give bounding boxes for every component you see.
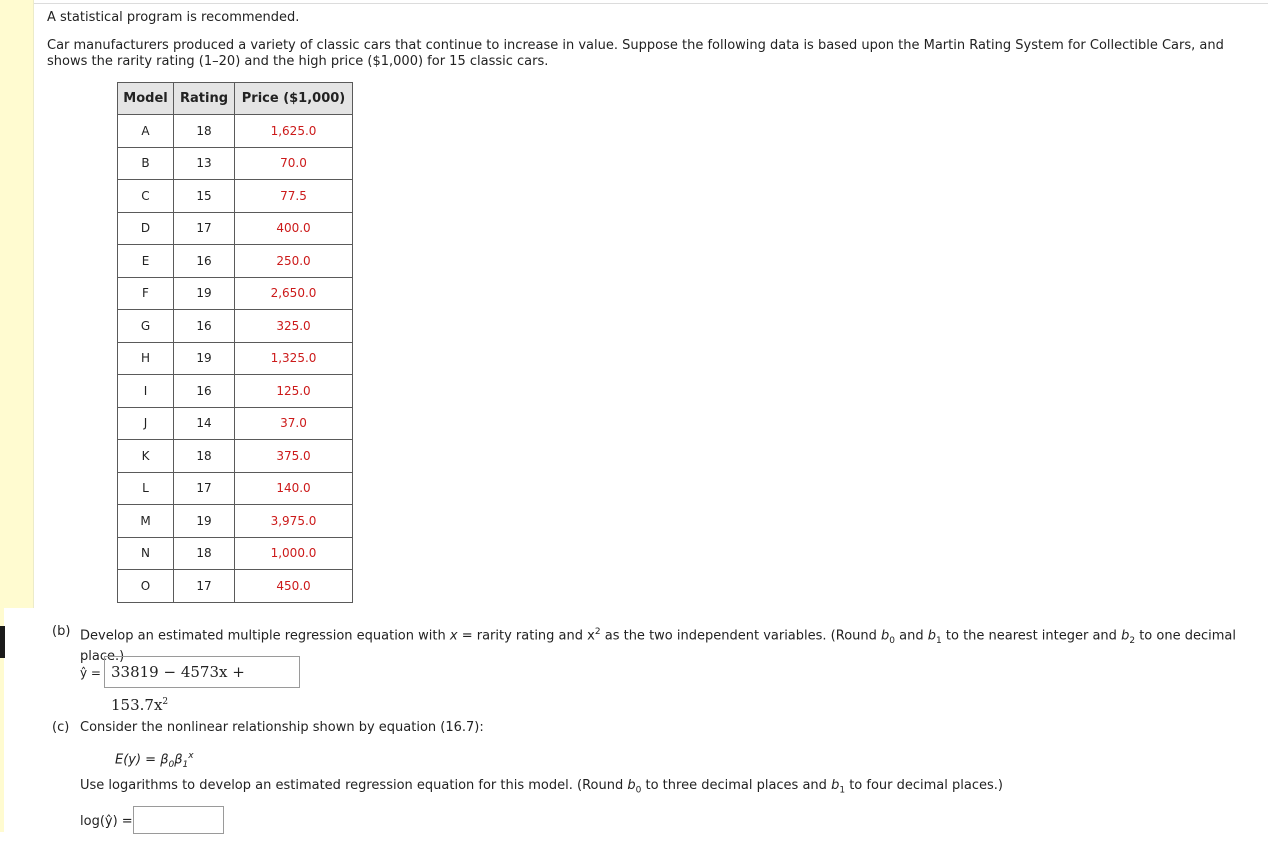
cell-price: 375.0 <box>235 440 353 473</box>
table-row <box>118 537 353 570</box>
equation-sub0: 0 <box>168 759 175 770</box>
cell-rating: 19 <box>174 277 235 310</box>
cell-price: 450.0 <box>235 570 353 603</box>
part-c-label: (c) <box>52 720 70 735</box>
cell-price: 250.0 <box>235 245 353 278</box>
sub-0: 0 <box>889 635 896 646</box>
cell-rating: 16 <box>174 310 235 343</box>
cell-model: E <box>118 245 174 278</box>
part-b-text-2: = rarity rating and <box>457 628 588 644</box>
cell-rating: 18 <box>174 115 235 148</box>
instr-sub1: 1 <box>839 785 846 796</box>
cell-price: 1,325.0 <box>235 342 353 375</box>
log-answer-field[interactable] <box>133 806 224 834</box>
table-row <box>118 375 353 408</box>
header-rating: Rating <box>174 83 235 115</box>
cell-rating: 19 <box>174 505 235 538</box>
header-model: Model <box>118 83 174 115</box>
cell-rating: 18 <box>174 537 235 570</box>
cell-rating: 17 <box>174 212 235 245</box>
regression-answer-value: 33819 − 4573x + 153.7x <box>111 663 245 714</box>
cell-model: L <box>118 472 174 505</box>
cell-model: K <box>118 440 174 473</box>
answer-exponent: 2 <box>162 697 169 707</box>
log-yhat-label: log(ŷ) = <box>80 814 133 829</box>
table-row <box>118 115 353 148</box>
cell-price: 125.0 <box>235 375 353 408</box>
table-row <box>118 505 353 538</box>
cell-model: F <box>118 277 174 310</box>
cell-model: I <box>118 375 174 408</box>
intro-note: A statistical program is recommended. <box>47 10 300 25</box>
table-row <box>118 310 353 343</box>
part-b-and: and <box>895 628 928 644</box>
cell-model: A <box>118 115 174 148</box>
cell-model: O <box>118 570 174 603</box>
cell-price: 37.0 <box>235 407 353 440</box>
part-c-question: Consider the nonlinear relationship shown by equation (16.7): <box>80 720 484 735</box>
cell-rating: 15 <box>174 180 235 213</box>
table-row <box>118 342 353 375</box>
table-row <box>118 212 353 245</box>
cell-price: 1,625.0 <box>235 115 353 148</box>
cell-model: D <box>118 212 174 245</box>
part-b-text-5: to one decimal place.) <box>80 628 1236 664</box>
top-divider <box>34 3 1268 4</box>
cell-rating: 14 <box>174 407 235 440</box>
table-header-row <box>118 83 353 115</box>
cell-price: 400.0 <box>235 212 353 245</box>
header-price: Price ($1,000) <box>235 83 353 115</box>
instr-sub0: 0 <box>635 785 642 796</box>
cell-rating: 13 <box>174 147 235 180</box>
cell-rating: 16 <box>174 245 235 278</box>
coef-b1: b <box>927 628 937 644</box>
cell-price: 1,000.0 <box>235 537 353 570</box>
var-x-squared: x <box>587 628 595 644</box>
nonlinear-equation <box>115 748 194 773</box>
cell-rating: 19 <box>174 342 235 375</box>
cell-rating: 17 <box>174 472 235 505</box>
cell-price: 77.5 <box>235 180 353 213</box>
table-row <box>118 277 353 310</box>
sub-1: 1 <box>936 635 942 646</box>
instr-b1: b <box>831 778 840 793</box>
var-x: x <box>449 628 458 644</box>
cell-price: 3,975.0 <box>235 505 353 538</box>
equation-sup-x: x <box>188 751 194 761</box>
question-marker <box>0 626 5 658</box>
exponent-2: 2 <box>594 627 601 637</box>
cell-price: 325.0 <box>235 310 353 343</box>
sub-2: 2 <box>1129 635 1136 646</box>
part-b-text-1: Develop an estimated multiple regression equation with <box>80 628 450 644</box>
part-b-text-4: to the nearest integer and <box>941 628 1122 644</box>
cell-model: B <box>118 147 174 180</box>
problem-statement: Car manufacturers produced a variety of classic cars that continue to increase in value. Suppose the following data is based upon the Martin Rating System for Collectible Cars, and shows the rarity rating (1–20) and the high price ($1,000) for 15 classic cars. <box>47 38 1224 69</box>
table-row <box>118 472 353 505</box>
equation-sub1: 1 <box>182 759 189 770</box>
cell-price: 70.0 <box>235 147 353 180</box>
left-margin-band <box>0 0 34 608</box>
instr-text-2: to three decimal places and <box>641 778 832 793</box>
cell-model: G <box>118 310 174 343</box>
table-row <box>118 180 353 213</box>
instr-text-3: to four decimal places.) <box>845 778 1003 793</box>
table-row <box>118 147 353 180</box>
table-row <box>118 570 353 603</box>
cell-model: H <box>118 342 174 375</box>
regression-answer-field[interactable] <box>104 656 300 714</box>
coef-b2: b <box>1121 628 1130 644</box>
part-b-text-3: as the two independent variables. (Round <box>600 628 882 644</box>
part-b-label: (b) <box>52 624 71 639</box>
equation-lhs: E(y) = β <box>115 752 169 768</box>
instr-text-1: Use logarithms to develop an estimated regression equation for this model. (Round <box>80 778 628 793</box>
part-c-instructions <box>80 778 1003 799</box>
table-row <box>118 245 353 278</box>
yhat-label: ŷ = <box>80 666 101 680</box>
cell-model: C <box>118 180 174 213</box>
instr-b0: b <box>627 778 636 793</box>
data-table <box>117 82 353 603</box>
cell-price: 2,650.0 <box>235 277 353 310</box>
cell-model: M <box>118 505 174 538</box>
table-row <box>118 440 353 473</box>
cell-price: 140.0 <box>235 472 353 505</box>
cell-model: N <box>118 537 174 570</box>
cell-model: J <box>118 407 174 440</box>
cell-rating: 18 <box>174 440 235 473</box>
coef-b0: b <box>881 628 890 644</box>
cell-rating: 16 <box>174 375 235 408</box>
equation-beta: β <box>174 752 183 768</box>
table-row <box>118 407 353 440</box>
cell-rating: 17 <box>174 570 235 603</box>
